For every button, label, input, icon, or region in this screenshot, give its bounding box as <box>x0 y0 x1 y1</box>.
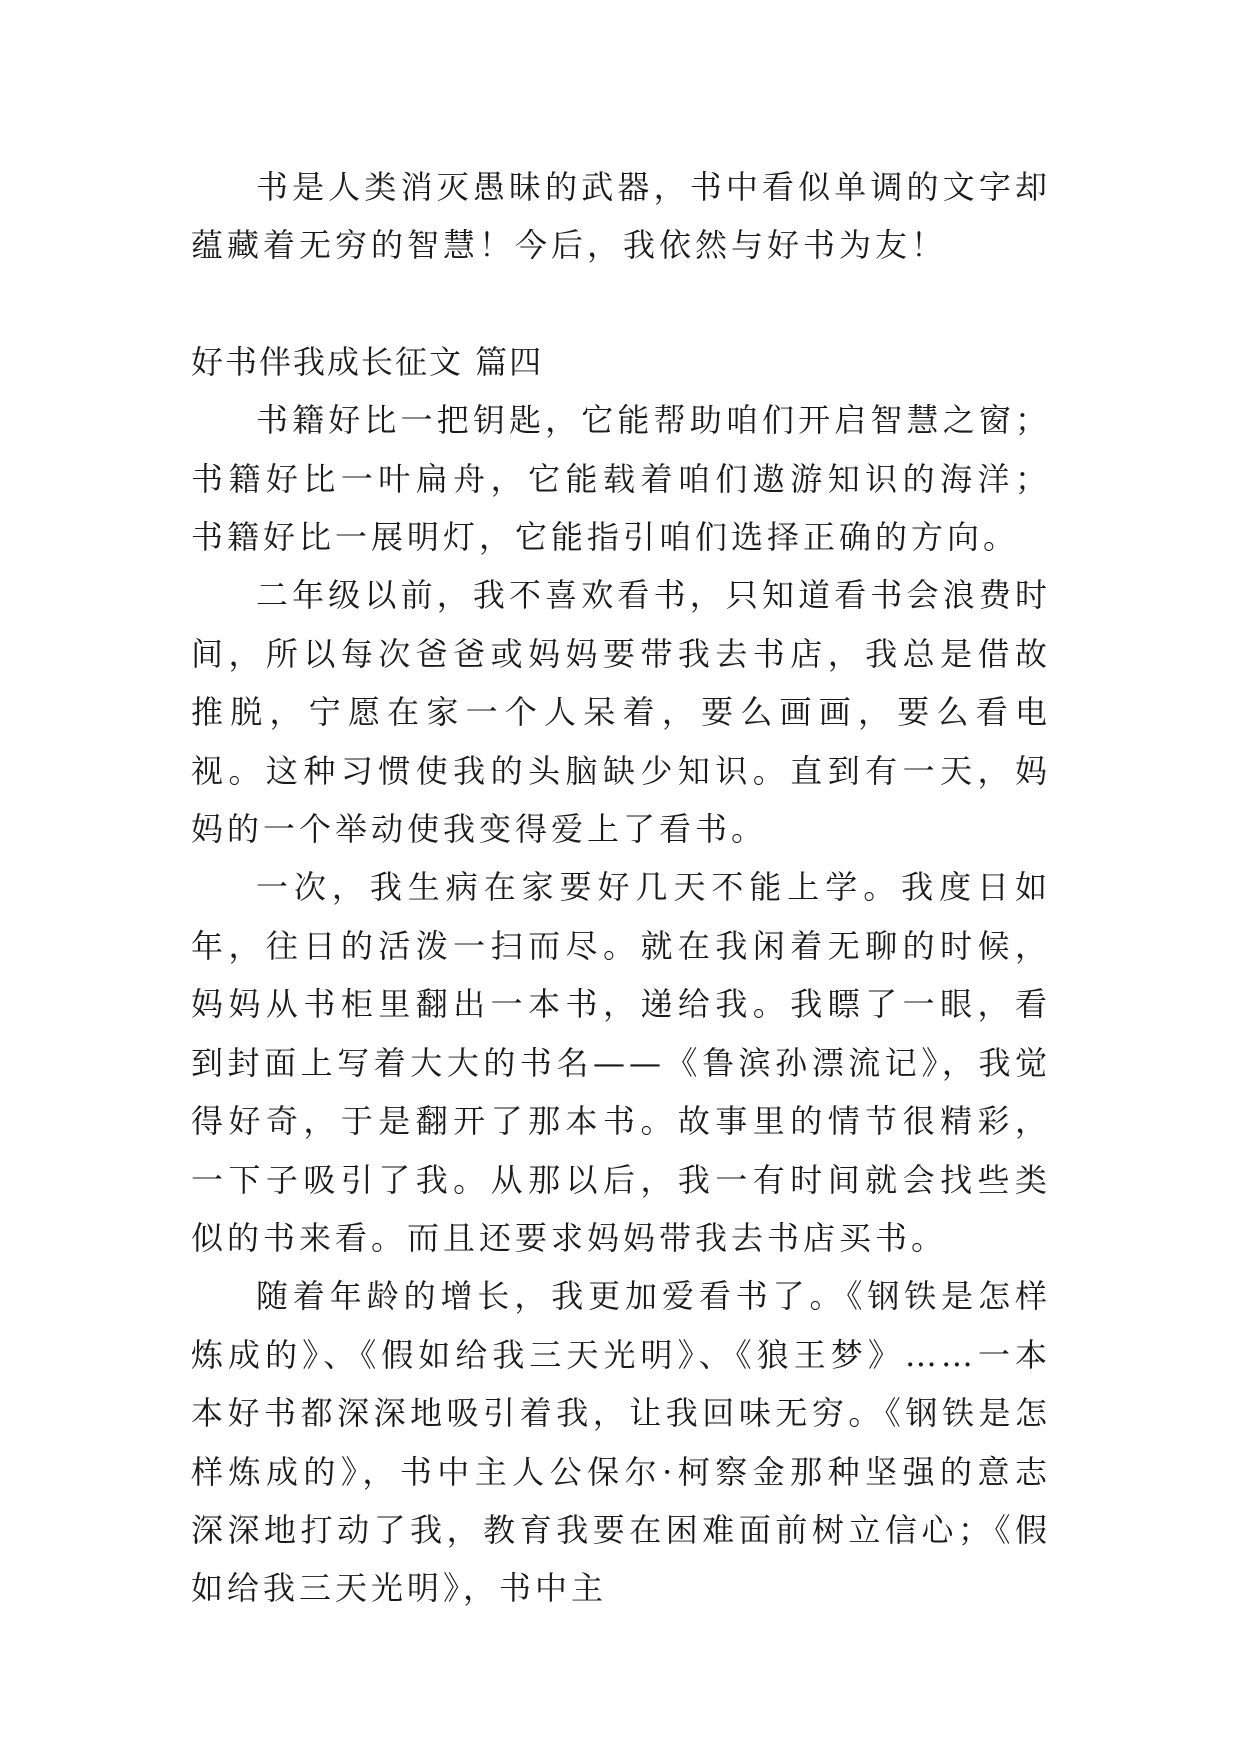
intro-paragraph: 书是人类消灭愚昧的武器，书中看似单调的文字却蕴藏着无穷的智慧！今后，我依然与好书为友！ <box>191 168 1051 265</box>
body-paragraph: 一次，我生病在家要好几天不能上学。我度日如年，往日的活泼一扫而尽。就在我闲着无聊的时候，妈妈从书柜里翻出一本书，递给我。我瞟了一眼，看到封面上写着大大的书名——《鲁滨孙漂流记》，我觉得好奇，于是翻开了那本书。故事里的情节很精彩，一下子吸引了我。从那以后，我一有时间就会找些类似的书来看。而且还要求妈妈带我去书店买书。 <box>191 868 1051 1257</box>
section-title: 好书伴我成长征文 篇四 <box>191 342 544 381</box>
body-paragraph: 随着年龄的增长，我更加爱看书了。《钢铁是怎样炼成的》、《假如给我三天光明》、《狼王梦》……一本本好书都深深地吸引着我，让我回味无穷。《钢铁是怎样炼成的》，书中主人公保尔·柯察金那种坚强的意志深深地打动了我，教育我要在困难面前树立信心；《假如给我三天光明》，书中主 <box>191 1277 1051 1608</box>
body-paragraph: 二年级以前，我不喜欢看书，只知道看书会浪费时间，所以每次爸爸或妈妈要带我去书店，我总是借故推脱，宁愿在家一个人呆着，要么画画，要么看电视。这种习惯使我的头脑缺少知识。直到有一天，妈妈的一个举动使我变得爱上了看书。 <box>191 576 1051 849</box>
body-paragraph: 书籍好比一把钥匙，它能帮助咱们开启智慧之窗；书籍好比一叶扁舟，它能载着咱们遨游知识的海洋；书籍好比一展明灯，它能指引咱们选择正确的方向。 <box>191 401 1051 557</box>
paragraph-gap <box>191 275 1051 333</box>
document-body <box>191 158 1051 1618</box>
